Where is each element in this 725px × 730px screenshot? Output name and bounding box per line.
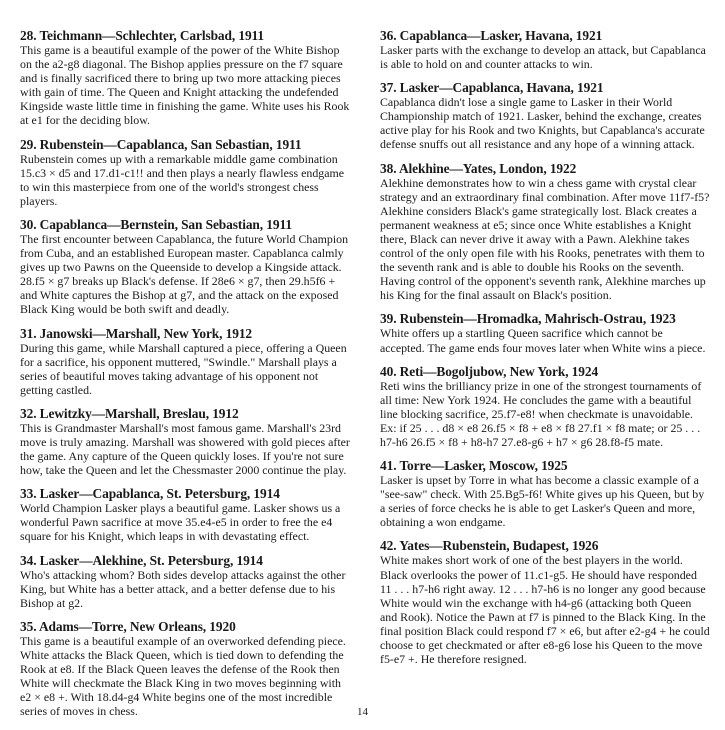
- right-column: [380, 28, 710, 675]
- game-entry-41: [380, 458, 710, 529]
- left-column: [20, 28, 350, 727]
- game-title: 34. Lasker—Alekhine, St. Petersburg, 1914: [20, 552, 263, 568]
- game-title: 35. Adams—Torre, New Orleans, 1920: [20, 618, 236, 634]
- game-title: 31. Janowski—Marshall, New York, 1912: [20, 325, 253, 341]
- game-title: 41. Torre—Lasker, Moscow, 1925: [380, 458, 568, 474]
- game-description: Reti wins the brilliancy prize in one of the strongest tournaments of all time: New York 1924. He concludes the game with a beautiful line blocking sacrifice, 25.f7-e8! when checkmate is unavoidable. Ex: if 25 . . . d8 × e8 26.f5 × f8 + e8 × f8 27.f1 × f8 mate; or 25 . . . h7-h6 26.f5 × f8 + h8-h7 27.e8-g6 + h7 × g6 28.f8-f5 mate.: [380, 378, 702, 449]
- game-description: The first encounter between Capablanca, the future World Champion from Cuba, and an established European master. Capablanca calmly gives up two Pawns on the Queenside to develop a Kingside attack. 28.f5 × g7 breaks up Black's defense. If 28e6 × g7, then 29.h5f6 + and White captures the Bishop at g7, and the attack on the exposed Black King would be both swift and deadly.: [20, 231, 349, 317]
- page-number: 14: [357, 706, 368, 718]
- game-title: 39. Rubenstein—Hromadka, Mahrisch-Ostrau, 1923: [380, 311, 676, 327]
- game-description: This game is a beautiful example of an overworked defending piece. White attacks the Black Queen, which is tied down to defending the Rook at e8. If the Black Queen leaves the defense of the Rook then White will checkmate the Black King in two moves beginning with e2 × e8 +. With 18.d4-g4 White begins one of the most incredible series of moves in chess.: [20, 633, 346, 719]
- game-title: 38. Alekhine—Yates, London, 1922: [380, 160, 577, 176]
- game-entry-36: [380, 28, 710, 71]
- game-description: White offers up a startling Queen sacrifice which cannot be accepted. The game ends four moves later when White wins a piece.: [380, 326, 706, 355]
- game-title: 42. Yates—Rubenstein, Budapest, 1926: [380, 538, 599, 554]
- game-entry-33: [20, 486, 350, 543]
- game-title: 28. Teichmann—Schlechter, Carlsbad, 1911: [20, 28, 265, 43]
- game-title: 40. Reti—Bogoljubow, New York, 1924: [380, 363, 599, 379]
- game-entry-31: [20, 326, 350, 397]
- game-description: World Champion Lasker plays a beautiful game. Lasker shows us a wonderful Pawn sacrifice at move 35.e4-e5 in order to free the e4 square for his Knight, which leaps in with devastating effect.: [20, 501, 341, 544]
- game-entry-35: [20, 619, 350, 719]
- game-title: 29. Rubenstein—Capablanca, San Sebastian, 1911: [20, 136, 302, 152]
- game-description: Who's attacking whom? Both sides develop attacks against the other King, but White has a better attack, and a better defense due to his Bishop at g2.: [20, 567, 346, 610]
- game-title: 36. Capablanca—Lasker, Havana, 1921: [380, 28, 603, 43]
- game-entry-32: [20, 406, 350, 477]
- game-entry-38: [380, 161, 710, 303]
- game-title: 33. Lasker—Capablanca, St. Petersburg, 1914: [20, 486, 280, 502]
- game-entry-34: [20, 553, 350, 610]
- game-description: During this game, while Marshall captured a piece, offering a Queen for a sacrifice, his opponent muttered, "Swindle." Marshall plays a series of beautiful moves taking advantage of his opponent not getting castled.: [20, 340, 347, 397]
- game-title: 30. Capablanca—Bernstein, San Sebastian, 1911: [20, 216, 292, 232]
- game-entry-29: [20, 137, 350, 208]
- game-entry-37: [380, 80, 710, 151]
- game-description: Rubenstein comes up with a remarkable middle game combination 15.c3 × d5 and 17.d1-c1!! and then plays a nearly flawless endgame to win this masterpiece from one of the world's strongest chess players.: [20, 151, 345, 208]
- game-description: This is Grandmaster Marshall's most famous game. Marshall's 23rd move is truly amazing. Marshall was showered with gold pieces after the game. Any capture of the Queen quickly loses. If you're not sure how, take the Queen and let the Chessmaster 2000 continue the play.: [20, 420, 350, 478]
- game-description: White makes short work of one of the best players in the world. Black overlooks the power of 11.c1-g5. He should have responded 11 . . . h7-h6 right away. 12 . . . h7-h6 is no longer any good because White would win the exchange with h4-g6 (attacking both Queen and Rook). Notice the Pawn at f7 is pinned to the Black King. In the final position Black could respond f7 × e6, but after e2-g4 + he could choose to get checkmated or after e8-g6 lose his Queen to the move f5-e7 +. He therefore resigned.: [380, 553, 710, 667]
- game-description: This game is a beautiful example of the power of the White Bishop on the a2-g8 diagonal. The Bishop applies pressure on the f7 square and is finally sacrificed there to bring up two more attacking pieces with gain of time. The Queen and Knight attacking the undefended Kingside waste little time in finishing the game. White uses his Rook at e1 for the deciding blow.: [20, 43, 350, 128]
- game-description: Capablanca didn't lose a single game to Lasker in their World Championship match of 1921. Lasker, behind the exchange, creates active play for his Rook and two Knights, but Capablanca's accurate defense snuffs out all resistance and any hope of a winning attack.: [380, 95, 705, 152]
- game-entry-28: [20, 28, 350, 128]
- game-description: Lasker is upset by Torre in what has become a classic example of a "see-saw" check. With 25.Bg5-f6! White gives up his Queen, but by a series of force checks he is able to get Lasker's Queen and more, obtaining a won endgame.: [380, 473, 705, 530]
- game-description: Alekhine demonstrates how to win a chess game with crystal clear strategy and an extraordinary final combination. After move 11f7-f5? Alekhine considers Black's game strategically lost. Black creates a permanent weakness at e5; since once White establishes a Knight there, Black can never drive it away with a Pawn. Alekhine takes control of the only open file with his Rooks, penetrates with them to the seventh rank and is able to double his Rooks on the seventh. Having control of the opponent's seventh rank, Alekhine marches up his King for the final assault on Black's position.: [380, 175, 710, 303]
- game-entry-30: [20, 217, 350, 317]
- game-description: Lasker parts with the exchange to develop an attack, but Capablanca is able to hold on and counter attacks to win.: [380, 43, 706, 72]
- game-entry-42: [380, 538, 710, 666]
- game-entry-39: [380, 311, 710, 354]
- game-entry-40: [380, 364, 710, 449]
- game-title: 32. Lewitzky—Marshall, Breslau, 1912: [20, 405, 239, 421]
- game-title: 37. Lasker—Capablanca, Havana, 1921: [380, 80, 604, 96]
